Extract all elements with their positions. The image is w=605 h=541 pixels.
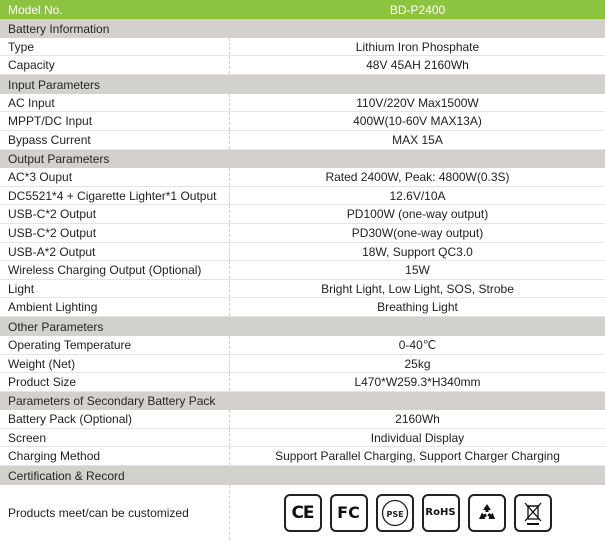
spec-row-dc-output (0, 187, 605, 205)
section-battery-information (0, 19, 605, 38)
spec-value: PD100W (one-way output) (346, 207, 489, 221)
spec-row-light (0, 280, 605, 298)
spec-value: 400W(10-60V MAX13A) (353, 114, 482, 128)
spec-row-ambient-lighting (0, 298, 605, 317)
spec-row-wireless-output (0, 261, 605, 280)
spec-row-charging-method (0, 447, 605, 466)
section-other-parameters (0, 317, 605, 336)
spec-row-bypass-current (0, 131, 605, 150)
spec-value: Rated 2400W, Peak: 4800W(0.3S) (325, 170, 510, 184)
spec-label: Product Size (0, 373, 230, 391)
spec-row-mppt-input (0, 112, 605, 131)
spec-label: DC5521*4 + Cigarette Lighter*1 Output (0, 187, 230, 204)
model-header-row (0, 0, 605, 19)
spec-value: L470*W259.3*H340mm (354, 375, 481, 389)
spec-row-usbc-output-2 (0, 224, 605, 243)
spec-value: Lithium Iron Phosphate (355, 39, 480, 54)
certification-logos (230, 485, 605, 540)
recycle-icon (468, 494, 506, 532)
spec-value: PD30W(one-way output) (351, 226, 484, 240)
section-output-parameters (0, 150, 605, 168)
spec-label: Products meet/can be customized (0, 485, 230, 540)
spec-label: Weight (Net) (0, 355, 230, 372)
spec-value: Individual Display (370, 430, 465, 445)
section-title: Certification & Record (8, 468, 125, 483)
spec-label: Battery Pack (Optional) (0, 410, 230, 428)
spec-label: Operating Temperature (0, 336, 230, 354)
spec-value: 110V/220V Max1500W (356, 95, 479, 110)
spec-label: USB-A*2 Output (0, 243, 230, 260)
spec-row-type (0, 38, 605, 56)
spec-label: USB-C*2 Output (0, 224, 230, 242)
spec-value: 0-40℃ (398, 338, 437, 352)
spec-value: Breathing Light (377, 300, 458, 314)
spec-row-operating-temperature (0, 336, 605, 355)
spec-row-battery-pack (0, 410, 605, 429)
spec-value: Bright Light, Low Light, SOS, Strobe (321, 281, 514, 296)
spec-row-usba-output (0, 243, 605, 261)
fcc-mark-icon: FC (330, 494, 368, 532)
spec-row-product-size (0, 373, 605, 392)
spec-row-ac-output (0, 168, 605, 187)
spec-value: 25kg (404, 356, 431, 371)
spec-label: AC*3 Ouput (0, 168, 230, 186)
spec-row-certifications (0, 485, 605, 540)
ce-mark-icon: CE (284, 494, 322, 532)
spec-value: MAX 15A (392, 133, 443, 147)
spec-row-usbc-output-1 (0, 205, 605, 224)
spec-label: Capacity (0, 56, 230, 74)
model-value: BD-P2400 (389, 2, 446, 17)
section-title: Input Parameters (8, 77, 101, 92)
spec-value: 48V 45AH 2160Wh (366, 58, 469, 72)
spec-label: Ambient Lighting (0, 298, 230, 316)
section-title: Battery Information (8, 21, 110, 36)
spec-row-screen (0, 429, 605, 447)
spec-value: Support Parallel Charging, Support Charger Charging (275, 449, 560, 463)
spec-label: Bypass Current (0, 131, 230, 149)
spec-value: 12.6V/10A (389, 188, 446, 203)
spec-value: 2160Wh (395, 412, 440, 426)
pse-mark-icon (376, 494, 414, 532)
spec-row-capacity (0, 56, 605, 75)
spec-value: 15W (405, 263, 430, 277)
spec-label: USB-C*2 Output (0, 205, 230, 223)
section-certification (0, 466, 605, 485)
section-title: Other Parameters (8, 319, 104, 334)
spec-label: AC Input (0, 94, 230, 111)
spec-label: Type (0, 38, 230, 55)
section-secondary-battery-pack (0, 392, 605, 410)
spec-label: Light (0, 280, 230, 297)
spec-value: 18W, Support QC3.0 (362, 244, 473, 259)
spec-row-weight (0, 355, 605, 373)
spec-label: Wireless Charging Output (Optional) (0, 261, 230, 279)
section-title: Output Parameters (8, 152, 110, 166)
section-title: Parameters of Secondary Battery Pack (8, 394, 216, 408)
rohs-mark-icon: RoHS (422, 494, 460, 532)
weee-bin-icon (514, 494, 552, 532)
spec-row-ac-input (0, 94, 605, 112)
model-label: Model No. (8, 2, 63, 17)
section-input-parameters (0, 75, 605, 94)
svg-text:PSE: PSE (385, 509, 404, 519)
spec-label: Screen (0, 429, 230, 446)
spec-label: Charging Method (0, 447, 230, 465)
spec-label: MPPT/DC Input (0, 112, 230, 130)
